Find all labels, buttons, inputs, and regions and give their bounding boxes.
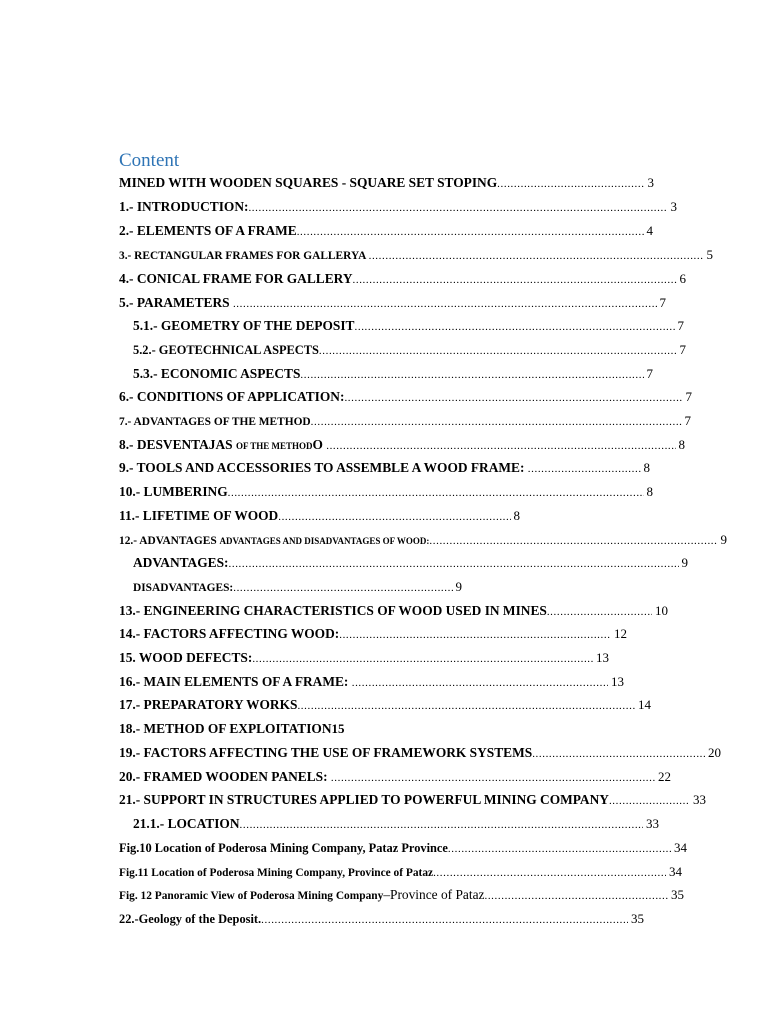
toc-entry[interactable]	[133, 553, 688, 573]
toc-entry[interactable]	[119, 245, 713, 265]
toc-page-number: 7	[646, 366, 653, 381]
dot-leader	[497, 174, 644, 194]
toc-entry-text: 8.- DESVENTAJAS	[119, 437, 236, 452]
toc-entry[interactable]	[133, 814, 659, 834]
toc-entry[interactable]	[119, 506, 520, 526]
toc-page-number: 13	[611, 674, 624, 689]
toc-page-number: 12	[614, 626, 627, 641]
dot-leader	[448, 839, 671, 859]
dot-leader	[248, 198, 667, 218]
dot-leader	[319, 341, 677, 361]
toc-page-number: 34	[674, 840, 687, 855]
toc-entry[interactable]	[119, 221, 653, 241]
toc-entry-text: 2.- ELEMENTS OF A FRAME	[119, 223, 297, 238]
toc-entry-text: 6.- CONDITIONS OF APPLICATION:	[119, 389, 345, 404]
toc-page-number: 8	[678, 437, 685, 452]
dot-leader	[297, 222, 644, 242]
toc-entry-text: 11.- LIFETIME OF WOOD	[119, 508, 279, 523]
toc-entry-text: DISADVANTAGES:	[133, 582, 234, 594]
toc-entry-text: 17.- PREPARATORY WORKS	[119, 697, 298, 712]
dot-leader	[297, 696, 635, 716]
toc-page-number: 4	[646, 223, 653, 238]
toc-entry-text: 20.- FRAMED WOODEN PANELS:	[119, 769, 331, 784]
toc-entry-text: Fig.10 Location of Poderosa Mining Company, Pataz Province	[119, 841, 448, 855]
dot-leader	[352, 673, 608, 693]
toc-entry-small-caps: OF THE METHOD	[235, 441, 313, 451]
dot-leader	[252, 649, 593, 669]
toc-entry[interactable]	[119, 743, 721, 763]
toc-entry-text: 5.1.- GEOMETRY OF THE DEPOSIT	[133, 318, 355, 333]
toc-entry-text: MINED WITH WOODEN SQUARES - SQUARE SET STOPING	[119, 175, 498, 190]
toc-entry-text: Fig. 12 Panoramic View of Poderosa Mining Company	[119, 890, 384, 902]
toc-heading: Content	[119, 150, 180, 171]
toc-entry[interactable]	[119, 435, 685, 455]
dot-leader	[609, 791, 690, 811]
toc-entry-text: 19.- FACTORS AFFECTING THE USE OF FRAMEWORK SYSTEMS	[119, 745, 533, 760]
toc-entry[interactable]	[119, 838, 687, 858]
toc-entry-text: 5.2.- GEOTECHNICAL ASPECTS	[133, 343, 319, 357]
toc-page-number: 35	[671, 887, 684, 902]
toc-page-number: 13	[596, 650, 609, 665]
toc-entry[interactable]	[119, 458, 650, 478]
dot-leader	[300, 365, 643, 385]
toc-entry-text: 21.1.- LOCATION	[133, 816, 240, 831]
toc-entry[interactable]	[119, 909, 644, 929]
toc-page-number: 8	[643, 460, 650, 475]
toc-page-number: 8	[646, 484, 653, 499]
toc-page-number: 22	[658, 769, 671, 784]
dot-leader	[433, 863, 666, 883]
dot-leader	[528, 459, 641, 479]
toc-page-number: 7	[677, 318, 684, 333]
toc-page-number: 35	[631, 911, 644, 926]
toc-page-number: 33	[693, 792, 706, 807]
toc-entry-text: 10.- LUMBERING	[119, 484, 228, 499]
toc-entry[interactable]	[119, 197, 677, 217]
toc-entry-text: 3.- RECTANGULAR FRAMES FOR GALLERYA	[119, 250, 369, 262]
toc-page-number: 9	[720, 532, 727, 547]
toc-entry-text: 18.- METHOD OF EXPLOITATION	[119, 721, 332, 736]
toc-entry-text: 15. WOOD DEFECTS:	[119, 650, 253, 665]
toc-page-number: 7	[684, 413, 691, 428]
dot-leader	[326, 436, 675, 456]
toc-page-number: 3	[670, 199, 677, 214]
dot-leader	[339, 625, 611, 645]
toc-entry[interactable]	[119, 269, 686, 289]
dot-leader	[369, 246, 704, 266]
toc-entry[interactable]	[133, 577, 462, 597]
toc-entry-text: 9.- TOOLS AND ACCESSORIES TO ASSEMBLE A WOOD FRAME:	[119, 460, 528, 475]
dot-leader	[233, 294, 657, 314]
toc-page-number: 14	[638, 697, 651, 712]
toc-entry[interactable]	[119, 767, 671, 787]
toc-page-number: 10	[655, 603, 668, 618]
toc-entry[interactable]	[119, 885, 684, 905]
toc-page-number: 33	[646, 816, 659, 831]
dot-leader	[331, 768, 655, 788]
toc-entry[interactable]	[119, 530, 727, 550]
dot-leader	[355, 317, 675, 337]
toc-entry-text: 21.- SUPPORT IN STRUCTURES APPLIED TO POWERFUL MINING COMPANY	[119, 792, 609, 807]
toc-entry[interactable]	[133, 316, 684, 336]
toc-page-number: 9	[455, 579, 462, 594]
toc-entry[interactable]	[119, 387, 692, 407]
toc-entry[interactable]	[119, 862, 682, 882]
dot-leader	[484, 886, 668, 906]
toc-entry-text: 5.3.- ECONOMIC ASPECTS	[133, 366, 301, 381]
toc-entry[interactable]	[119, 293, 666, 313]
toc-entry[interactable]	[119, 411, 691, 431]
dot-leader	[547, 602, 652, 622]
toc-entry[interactable]	[119, 672, 624, 692]
toc-entry[interactable]	[133, 364, 653, 384]
toc-entry-text: 22.-Geology of the Deposit.	[119, 912, 262, 926]
toc-page-number: 7	[659, 295, 666, 310]
toc-entry-text: 1.- INTRODUCTION:	[119, 199, 249, 214]
dot-leader	[233, 578, 452, 598]
toc-entry[interactable]	[119, 624, 627, 644]
toc-entry[interactable]	[119, 173, 654, 193]
toc-entry[interactable]	[119, 601, 668, 621]
dot-leader	[311, 412, 682, 432]
dot-leader	[429, 531, 717, 551]
toc-page-number: 9	[681, 555, 688, 570]
dot-leader	[228, 483, 644, 503]
toc-page-number: 34	[669, 864, 682, 879]
toc-page-number: 15	[331, 721, 345, 736]
toc-entry-text: 4.- CONICAL FRAME FOR GALLERY	[119, 271, 353, 286]
toc-entry-text: 14.- FACTORS AFFECTING WOOD:	[119, 626, 340, 641]
toc-entry-text: 16.- MAIN ELEMENTS OF A FRAME:	[119, 674, 352, 689]
dot-leader	[278, 507, 510, 527]
toc-entry-text: 5.- PARAMETERS	[119, 295, 233, 310]
dot-leader	[344, 388, 682, 408]
toc-page-number: 20	[708, 745, 721, 760]
dot-leader	[353, 270, 677, 290]
toc-entry[interactable]	[119, 648, 609, 668]
toc-entry-tail: –Province of Pataz	[383, 887, 485, 902]
toc-entry-tail: O	[312, 437, 327, 452]
toc-entry[interactable]	[119, 790, 706, 810]
toc-page-number: 8	[513, 508, 520, 523]
toc-entry-text: 12.- ADVANTAGES	[119, 535, 220, 547]
toc-page-number: 7	[685, 389, 692, 404]
toc-entry-text: ADVANTAGES:	[133, 555, 229, 570]
toc-entry-text: 7.- ADVANTAGES OF THE METHOD	[119, 416, 311, 428]
toc-page-number: 6	[679, 271, 686, 286]
toc-page-number: 5	[706, 247, 713, 262]
toc-entry-small-caps: ADVANTAGES AND DISADVANTAGES OF WOOD:	[219, 536, 430, 546]
toc-entry[interactable]	[133, 340, 686, 360]
toc-page-number: 7	[679, 342, 686, 357]
toc-entry[interactable]	[119, 719, 345, 739]
toc-page-number: 3	[647, 175, 654, 190]
dot-leader	[532, 744, 705, 764]
dot-leader	[229, 554, 679, 574]
toc-entry[interactable]	[119, 695, 651, 715]
dot-leader	[240, 815, 643, 835]
dot-leader	[261, 910, 628, 930]
toc-entry-text: Fig.11 Location of Poderosa Mining Company, Province of Pataz	[119, 867, 434, 879]
toc-entry-text: 13.- ENGINEERING CHARACTERISTICS OF WOOD USED IN MINES	[119, 603, 547, 618]
toc-entry[interactable]	[119, 482, 653, 502]
